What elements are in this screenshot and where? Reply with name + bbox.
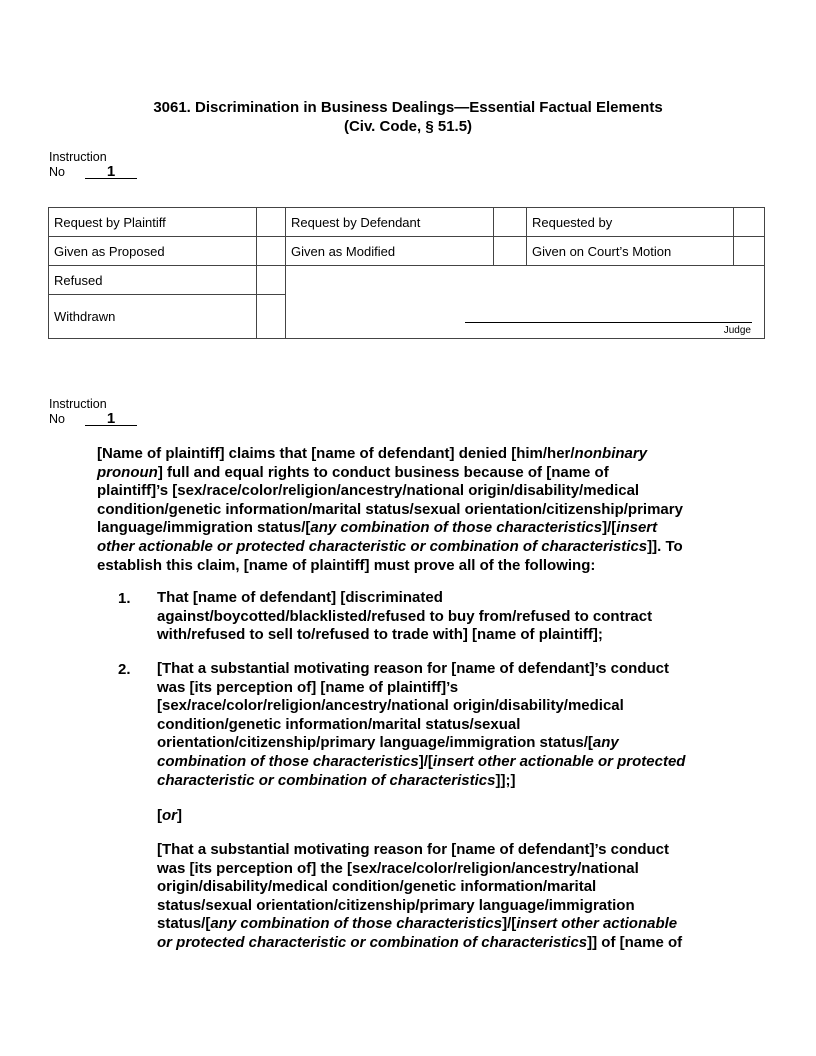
text-segment: status/[: [157, 915, 211, 933]
text-line: [157, 753, 685, 772]
text-line: [157, 626, 652, 645]
italic-segment: or protected characteristic or combination of characteristics: [157, 933, 588, 951]
instruction-label: Instruction: [49, 397, 107, 411]
italic-segment: characteristic or combination of characteristics: [157, 771, 496, 789]
text-segment: origin/disability/medical condition/genetic information/marital: [157, 878, 597, 896]
text-segment: ]/[: [502, 915, 517, 933]
instruction-number: 1: [85, 165, 137, 179]
italic-segment: nonbinary: [574, 445, 648, 462]
instruction-number: 1: [85, 412, 137, 426]
given-as-proposed-label: Given as Proposed: [49, 237, 257, 266]
judge-signature-area[interactable]: [286, 266, 765, 339]
signature-line: [465, 322, 752, 323]
text-line: [97, 538, 683, 557]
text-line: [157, 878, 682, 897]
italic-segment: any combination of those characteristics: [310, 519, 603, 537]
instruction-label: Instruction: [49, 150, 107, 164]
text-segment: language/immigration status/[: [97, 519, 311, 537]
text-segment: [That a substantial motivating reason for [name of defendant]’s conduct: [157, 660, 669, 677]
text-segment: [That a substantial motivating reason for [name of defendant]’s conduct: [157, 841, 669, 858]
request-by-defendant-label: Request by Defendant: [286, 208, 494, 237]
italic-segment: or: [162, 807, 177, 824]
text-segment: ]/[: [418, 752, 433, 770]
given-on-courts-motion-checkbox[interactable]: [734, 237, 765, 266]
text-segment: ]] of [name of: [587, 933, 683, 951]
given-on-courts-motion-label: Given on Court’s Motion: [527, 237, 734, 266]
text-segment: [sex/race/color/religion/ancestry/national origin/disability/medical: [157, 697, 624, 715]
text-line: [157, 734, 685, 753]
text-line: [157, 934, 682, 953]
text-line: [97, 557, 683, 576]
text-line: [157, 660, 685, 679]
text-line: [97, 464, 683, 483]
text-line: [97, 445, 683, 464]
text-line: [97, 482, 683, 501]
or-line: [157, 807, 182, 826]
text-segment: with/refused to sell to/refused to trade with] [name of plaintiff];: [157, 626, 603, 644]
text-segment: ]]. To: [647, 537, 683, 555]
refused-label: Refused: [49, 266, 257, 295]
text-line: [157, 807, 182, 826]
withdrawn-label: Withdrawn: [49, 295, 257, 339]
text-segment: That [name of defendant] [discriminated: [157, 589, 443, 606]
text-line: [157, 589, 652, 608]
given-as-modified-checkbox[interactable]: [494, 237, 527, 266]
text-segment: orientation/citizenship/primary language/immigration status/[: [157, 734, 593, 752]
no-label: No: [49, 412, 65, 426]
instruction-title: 3061. Discrimination in Business Dealings—Essential Factual Elements: [153, 99, 663, 116]
text-segment: condition/genetic information/marital status/sexual orientation/citizenship/primary: [97, 500, 683, 518]
no-label: No: [49, 165, 65, 179]
text-line: [97, 519, 683, 538]
element-2-alternative: [157, 841, 682, 953]
text-line: [97, 501, 683, 520]
italic-segment: combination of those characteristics: [157, 752, 419, 770]
text-line: [157, 841, 682, 860]
refused-checkbox[interactable]: [257, 266, 286, 295]
instruction-number-top: [49, 150, 116, 180]
text-segment: was [its perception of] the [sex/race/color/religion/ancestry/national: [157, 859, 639, 877]
text-segment: ]/[: [602, 519, 617, 537]
text-line: [157, 697, 685, 716]
italic-segment: insert other actionable or protected: [432, 752, 686, 770]
italic-segment: pronoun: [97, 463, 158, 481]
text-line: [157, 772, 685, 791]
text-segment: ] full and equal rights to conduct business because of [name of: [157, 463, 609, 481]
requested-by-label: Requested by: [527, 208, 734, 237]
element-1: [157, 589, 652, 645]
text-segment: condition/genetic information/marital status/sexual: [157, 715, 521, 733]
element-2: [157, 660, 685, 790]
text-segment: ]: [177, 807, 182, 824]
judge-label: Judge: [723, 325, 751, 336]
request-by-plaintiff-checkbox[interactable]: [257, 208, 286, 237]
text-line: [157, 716, 685, 735]
intro-paragraph: [97, 445, 683, 575]
text-line: [157, 897, 682, 916]
text-segment: [: [157, 807, 162, 824]
text-line: [157, 915, 682, 934]
disposition-table: [48, 207, 765, 339]
given-as-modified-label: Given as Modified: [286, 237, 494, 266]
text-segment: was [its perception of] [name of plaintiff]’s: [157, 678, 459, 696]
requested-by-checkbox[interactable]: [734, 208, 765, 237]
italic-segment: other actionable or protected characteristic or combination of characteristics: [97, 537, 648, 555]
italic-segment: insert: [616, 519, 658, 537]
italic-segment: any: [592, 734, 619, 752]
text-segment: establish this claim, [name of plaintiff] must prove all of the following:: [97, 556, 596, 574]
text-segment: plaintiff]’s [sex/race/color/religion/ancestry/national origin/disability/medical: [97, 482, 640, 500]
item-number: 1.: [118, 590, 131, 607]
text-segment: against/boycotted/blacklisted/refused to buy from/refused to contract: [157, 607, 653, 625]
request-by-plaintiff-label: Request by Plaintiff: [49, 208, 257, 237]
italic-segment: insert other actionable: [516, 915, 678, 933]
text-segment: status/sexual orientation/citizenship/primary language/immigration: [157, 896, 635, 914]
italic-segment: any combination of those characteristics: [210, 915, 503, 933]
withdrawn-checkbox[interactable]: [257, 295, 286, 339]
text-line: [157, 679, 685, 698]
item-number: 2.: [118, 661, 131, 678]
text-line: [157, 608, 652, 627]
instruction-citation: (Civ. Code, § 51.5): [343, 118, 473, 135]
instruction-number-bottom: [49, 397, 116, 427]
given-as-proposed-checkbox[interactable]: [257, 237, 286, 266]
text-line: [157, 860, 682, 879]
request-by-defendant-checkbox[interactable]: [494, 208, 527, 237]
text-segment: ]];]: [495, 771, 516, 789]
text-segment: [Name of plaintiff] claims that [name of defendant] denied [him/her/: [97, 445, 575, 462]
